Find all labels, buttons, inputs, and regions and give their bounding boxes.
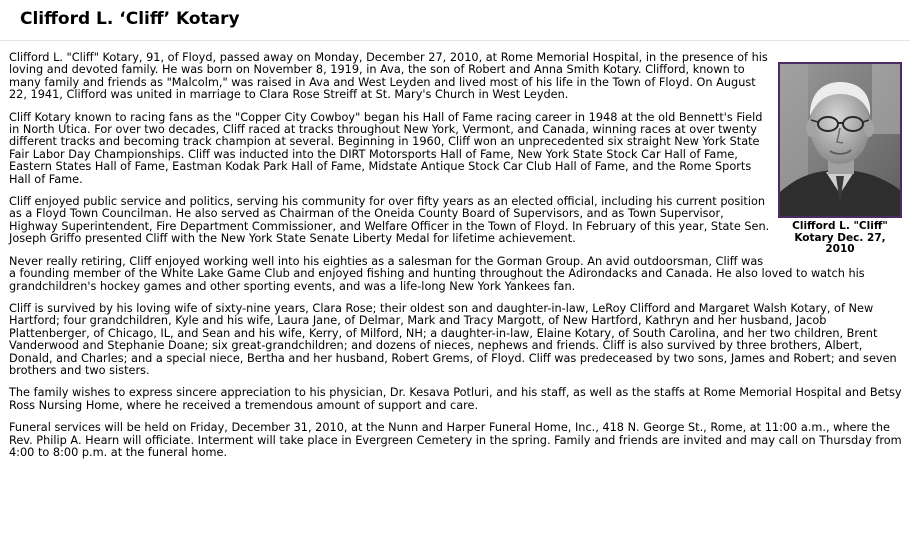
photo-figure — [778, 62, 902, 256]
portrait-image — [780, 64, 900, 216]
page-title: Clifford L. ‘Cliff’ Kotary — [20, 9, 240, 29]
paragraph-retirement: Never really retiring, Cliff enjoyed working well into his eighties as a salesman for the Gorman Group. An avid outdoorsman, Cliff was a founding member of the White Lake Game Club and enjoyed fishing and hunting throughout the Adirondacks and Canada. He also loved to watch his grandchildren's hockey games and other sporting events, and was a life-long New York Yankees fan. — [9, 254, 865, 293]
photo-caption: Clifford L. "Cliff" Kotary Dec. 27, 2010 — [792, 220, 888, 255]
paragraph-public-service: Cliff enjoyed public service and politics, serving his community for over fifty years as an elected official, including his current position as a Floyd Town Councilman. He also served as Chairman of the Oneida County Board of Supervisors, and as Town Supervisor, Highway Superintendent, Fire Department Commissioner, and Welfare Officer in the Town of Floyd. In February of this year, State Sen. Joseph Griffo presented Cliff with the New York State Senate Liberty Medal for lifetime achievement. — [9, 195, 770, 246]
paragraph-appreciation: The family wishes to express sincere appreciation to his physician, Dr. Kesava Potluri, and his staff, as well as the staffs at Rome Memorial Hospital and Betsy Ross Nursing Home, where he received a tremendous amount of support and care. — [9, 386, 902, 412]
paragraph-intro: Clifford L. "Cliff" Kotary, 91, of Floyd, passed away on Monday, December 27, 2010, at Rome Memorial Hospital, in the presence of his loving and devoted family. He was born on November 8, 1919, in Ava, the son of Robert and Anna Smith Kotary. Clifford, known to many family and friends as "Malcolm," was raised in Ava and West Leyden and lived most of his life in the Town of Floyd. On August 22, 1941, Clifford was united in marriage to Clara Rose Streiff at St. Mary's Church in West Leyden. — [9, 51, 768, 102]
paragraph-survivors: Cliff is survived by his loving wife of sixty-nine years, Clara Rose; their oldest son and daughter-in-law, LeRoy Clifford and Margaret Walsh Kotary, of New Hartford; four grandchildren, Kyle and his wife, Laura Jane, of Delmar, Mark and Tracy Margott, of New Hartford, Kathryn and her husband, Jacob Plattenberger, of Chicago, IL, and Sean and his wife, Kerry, of Milford, NH; a daughter-in-law, Elaine Kotary, of South Carolina, and her two children, Brent Vanderwood and Stephanie Doane; six great-grandchildren; and dozens of nieces, nephews and friends. Cliff is also survived by three brothers, Albert, Donald, and Charles; and a special niece, Bertha and her husband, Robert Grems, of Floyd. Cliff was predeceased by two sons, James and Robert; and seven brothers and two sisters. — [9, 301, 897, 377]
paragraph-funeral-services: Funeral services will be held on Friday, December 31, 2010, at the Nunn and Harper Funeral Home, Inc., 418 N. George St., Rome, at 11:00 a.m., where the Rev. Philip A. Hearn will officiate. Interment will take place in Evergreen Cemetery in the spring. Family and friends are invited and may call on Thursday from 4:00 to 8:00 p.m. at the funeral home. — [9, 421, 902, 459]
title-bar — [0, 0, 910, 41]
paragraph-racing-career: Cliff Kotary known to racing fans as the "Copper City Cowboy" began his Hall of Fame racing career in 1948 at the old Bennett's Field in North Utica. For over two decades, Cliff raced at tracks throughout New York, Vermont, and Canada, winning races at over twenty different tracks and becoming track champion at several. Beginning in 1960, Cliff won an unprecedented six straight New York State Fair Labor Day Championships. Cliff was inducted into the DIRT Motorsports Hall of Fame, New York State Stock Car Hall of Fame, Eastern States Hall of Fame, Eastman Kodak Park Hall of Fame, Midstate Antique Stock Car Club Hall of Fame, and the Rome Sports Hall of Fame. — [9, 110, 763, 186]
portrait-photo — [778, 62, 902, 218]
obituary-article — [9, 52, 902, 469]
